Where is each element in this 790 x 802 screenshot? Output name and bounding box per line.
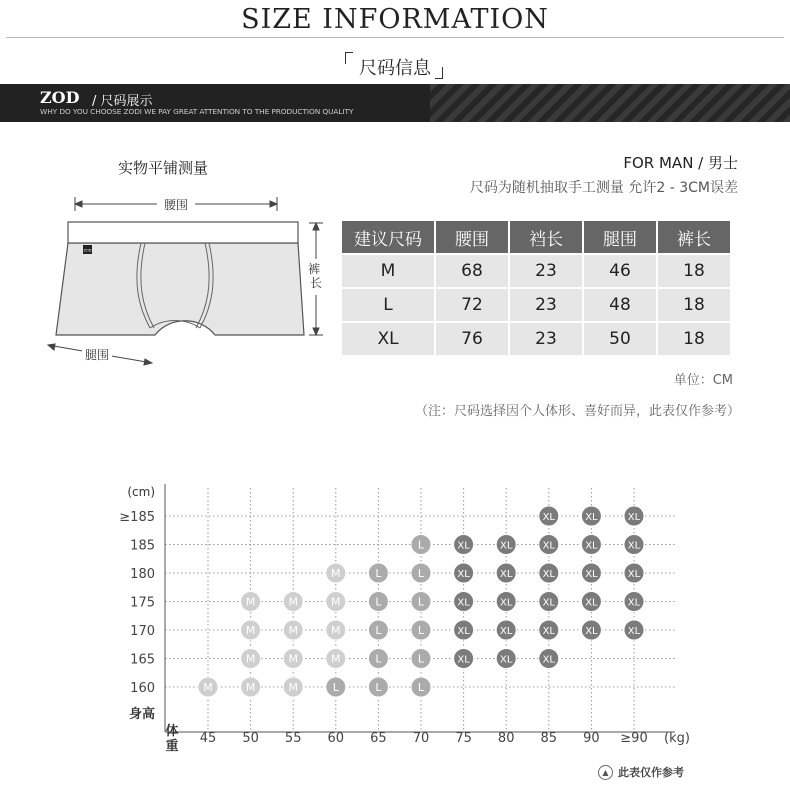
disclaimer-note: （注：尺码选择因个人体形、喜好而异，此表仅作参考） <box>414 404 740 419</box>
size-bubble-label: M <box>288 595 298 609</box>
table-cell: 18 <box>658 255 730 287</box>
table-cell: 76 <box>436 323 508 355</box>
table-row <box>342 289 730 321</box>
size-bubble-label: XL <box>585 512 598 523</box>
bracket-right-decor <box>435 67 443 79</box>
size-bubble-label: XL <box>627 540 641 552</box>
size-bubble-label: XL <box>499 540 513 552</box>
x-tick-label: ≥90 <box>620 731 648 746</box>
size-bubble-label: L <box>417 595 425 609</box>
y-tick-label: 160 <box>130 681 155 696</box>
y-tick-label: ≥185 <box>119 510 155 525</box>
size-bubble-label: XL <box>585 569 598 580</box>
size-bubble-label: XL <box>542 540 556 552</box>
table-cell: 23 <box>510 289 582 321</box>
size-bubble-label: XL <box>499 654 513 666</box>
page-subtitle <box>0 54 790 80</box>
reference-note: 此表仅作参考 <box>618 766 684 779</box>
size-bubble-label: L <box>417 652 425 666</box>
size-bubble-label: XL <box>627 569 641 580</box>
x-tick-label: 65 <box>370 731 387 746</box>
x-unit-label: (kg) <box>664 731 690 746</box>
table-cell: 18 <box>658 323 730 355</box>
size-bubble-label: L <box>332 681 339 694</box>
size-bubble-label: L <box>375 652 382 666</box>
underwear-diagram <box>40 188 340 368</box>
header-cell-length: 裤长 <box>658 221 730 253</box>
size-bubble-label: XL <box>585 597 598 609</box>
size-bubble-label: XL <box>627 512 641 523</box>
size-bubble-label: XL <box>627 626 641 637</box>
x-tick-label: 90 <box>583 731 600 746</box>
size-bubble-label: M <box>245 681 256 694</box>
table-cell: M <box>342 255 434 287</box>
table-cell: 18 <box>658 289 730 321</box>
x-tick-label: 80 <box>497 731 515 746</box>
size-bubble-label: XL <box>585 540 598 552</box>
brand-subtitle: / 尺码展示 <box>92 94 153 109</box>
measure-note: 尺码为随机抽取手工测量 允许2 - 3CM误差 <box>469 180 738 196</box>
x-tick-label: 70 <box>412 731 430 746</box>
size-bubble-label: M <box>331 567 341 580</box>
size-bubble-label: XL <box>499 597 513 609</box>
size-bubble-label: L <box>375 681 382 694</box>
size-bubble-label: M <box>331 652 341 666</box>
size-bubble-label: M <box>245 595 256 609</box>
y-unit-label: (cm) <box>127 485 155 499</box>
size-bubble-label: XL <box>457 569 470 580</box>
size-bubble-label: XL <box>585 626 598 637</box>
size-chart <box>0 470 790 760</box>
header-cell-thigh: 腿围 <box>584 221 656 253</box>
size-bubble-label: M <box>203 681 213 694</box>
size-bubble-label: L <box>375 567 382 580</box>
size-bubble-label: XL <box>457 597 470 609</box>
x-tick-label: 60 <box>327 731 345 746</box>
tag-text: ZOD <box>83 248 92 253</box>
table-cell: 50 <box>584 323 656 355</box>
for-man-label: FOR MAN / 男士 <box>623 154 738 172</box>
bracket-left-decor <box>345 52 353 64</box>
unit-label: 单位：CM <box>673 373 733 388</box>
table-cell: XL <box>342 323 434 355</box>
x-tick-label: 45 <box>199 731 217 746</box>
length-label-char-1: 裤 <box>308 262 321 276</box>
banner-stripes <box>430 84 790 122</box>
size-bubble-label: M <box>288 681 298 694</box>
x-tick-label: 50 <box>242 731 259 746</box>
x-axis-label-char: 体 <box>165 724 179 739</box>
size-bubble-label: L <box>375 624 382 637</box>
table-cell: 48 <box>584 289 656 321</box>
size-bubble-label: L <box>417 681 425 694</box>
header-cell-waist: 腰围 <box>436 221 508 253</box>
size-bubble-label: XL <box>457 654 470 666</box>
thigh-label: 腿围 <box>84 348 110 362</box>
size-bubble-label: L <box>417 538 425 552</box>
y-tick-label: 175 <box>130 595 155 611</box>
page-title: SIZE INFORMATION <box>241 4 549 35</box>
size-bubble-label: XL <box>542 626 556 637</box>
header-cell-size: 建议尺码 <box>342 221 434 253</box>
table-cell: L <box>342 289 434 321</box>
table-row <box>342 255 730 287</box>
x-tick-label: 55 <box>284 731 302 746</box>
brand-logo: ZOD <box>40 88 80 107</box>
size-bubble-label: XL <box>499 626 513 637</box>
size-bubble-label: XL <box>499 569 513 580</box>
y-tick-label: 185 <box>130 538 155 554</box>
waist-label: 腰围 <box>163 198 189 212</box>
size-table-header <box>342 221 730 253</box>
subtitle-text: 尺码信息 <box>359 58 431 79</box>
size-bubble-label: M <box>288 624 298 637</box>
size-bubble-label: M <box>245 652 256 666</box>
size-bubble-label: L <box>375 595 382 609</box>
x-tick-label: 85 <box>540 731 558 746</box>
size-bubble-label: L <box>417 624 425 637</box>
size-bubble-label: XL <box>542 597 556 609</box>
x-axis-label <box>165 723 178 754</box>
table-cell: 23 <box>510 323 582 355</box>
size-bubble-label: XL <box>627 597 641 609</box>
arrow-up-icon: ▲ <box>598 765 613 780</box>
size-bubble-label: M <box>288 652 298 666</box>
y-tick-label: 180 <box>130 567 155 582</box>
length-label-char-2: 长 <box>309 276 323 290</box>
header-cell-rise: 裆长 <box>510 221 582 253</box>
title-divider <box>6 37 784 38</box>
size-bubble-label: XL <box>457 540 470 552</box>
brand-tagline: WHY DO YOU CHOOSE ZODI WE PAY GREAT ATTENTION TO THE PRODUCTION QUALITY <box>40 107 354 116</box>
size-bubble-label: XL <box>542 569 556 580</box>
x-tick-label: 75 <box>455 731 472 746</box>
y-tick-label: 165 <box>130 652 155 668</box>
briefs-shape <box>56 222 304 335</box>
table-cell: 46 <box>584 255 656 287</box>
y-axis-label: 身高 <box>128 707 155 722</box>
measure-title: 实物平铺测量 <box>118 159 209 177</box>
size-bubble-label: XL <box>457 626 470 637</box>
length-label <box>308 262 324 290</box>
x-axis-label-char: 重 <box>165 739 179 754</box>
table-cell: 68 <box>436 255 508 287</box>
size-bubble-label: M <box>331 624 341 637</box>
table-cell: 72 <box>436 289 508 321</box>
size-bubble-label: M <box>331 595 341 609</box>
size-table <box>340 219 732 357</box>
size-bubble-label: M <box>245 624 256 637</box>
size-bubble-label: L <box>417 567 425 580</box>
size-bubble-label: XL <box>542 512 556 523</box>
size-bubble-label: XL <box>542 654 556 666</box>
table-cell: 23 <box>510 255 582 287</box>
y-tick-label: 170 <box>130 624 155 639</box>
table-row <box>342 323 730 355</box>
